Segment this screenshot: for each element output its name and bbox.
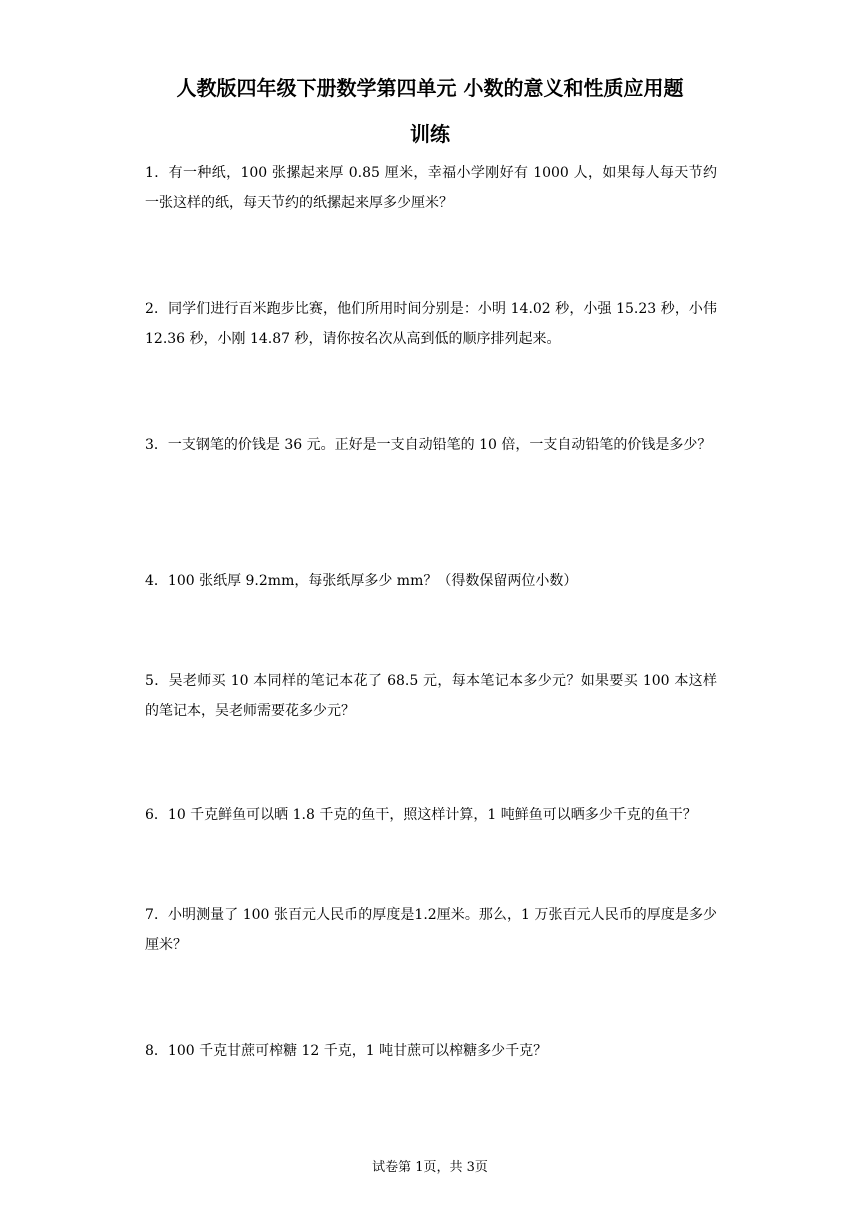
question-2: 2．同学们进行百米跑步比赛，他们所用时间分别是：小明 14.02 秒，小强 15.23 秒，小伟 12.36 秒，小刚 14.87 秒，请你按名次从高到低的顺序排列起来。 (145, 301, 717, 347)
question-7: 7．小明测量了 100 张百元人民币的厚度是1.2厘米。那么，1 万张百元人民币的厚度是多少厘米？ (145, 907, 717, 953)
question-5: 5．吴老师买 10 本同样的笔记本花了 68.5 元，每本笔记本多少元？如果要买 100 本这样的笔记本，吴老师需要花多少元？ (145, 673, 717, 719)
question-1: 1．有一种纸，100 张摞起来厚 0.85 厘米，幸福小学刚好有 1000 人，如果每人每天节约一张这样的纸，每天节约的纸摞起来厚多少厘米？ (145, 165, 717, 211)
question-8: 8．100 千克甘蔗可榨糖 12 千克，1 吨甘蔗可以榨糖多少千克？ (145, 1043, 548, 1059)
question-6: 6．10 千克鲜鱼可以晒 1.8 千克的鱼干，照这样计算，1 吨鲜鱼可以晒多少千克的鱼干？ (145, 807, 697, 823)
page-footer: 试卷第 1页，共 3页 (372, 1160, 488, 1175)
page-title: 人教版四年级下册数学第四单元 小数的意义和性质应用题 (176, 76, 684, 100)
page-title-continued: 训练 (410, 122, 450, 146)
question-4: 4．100 张纸厚 9.2mm，每张纸厚多少 mm？（得数保留两位小数） (145, 573, 578, 589)
question-3: 3．一支钢笔的价钱是 36 元。正好是一支自动铅笔的 10 倍，一支自动铅笔的价钱是多少？ (145, 437, 712, 453)
